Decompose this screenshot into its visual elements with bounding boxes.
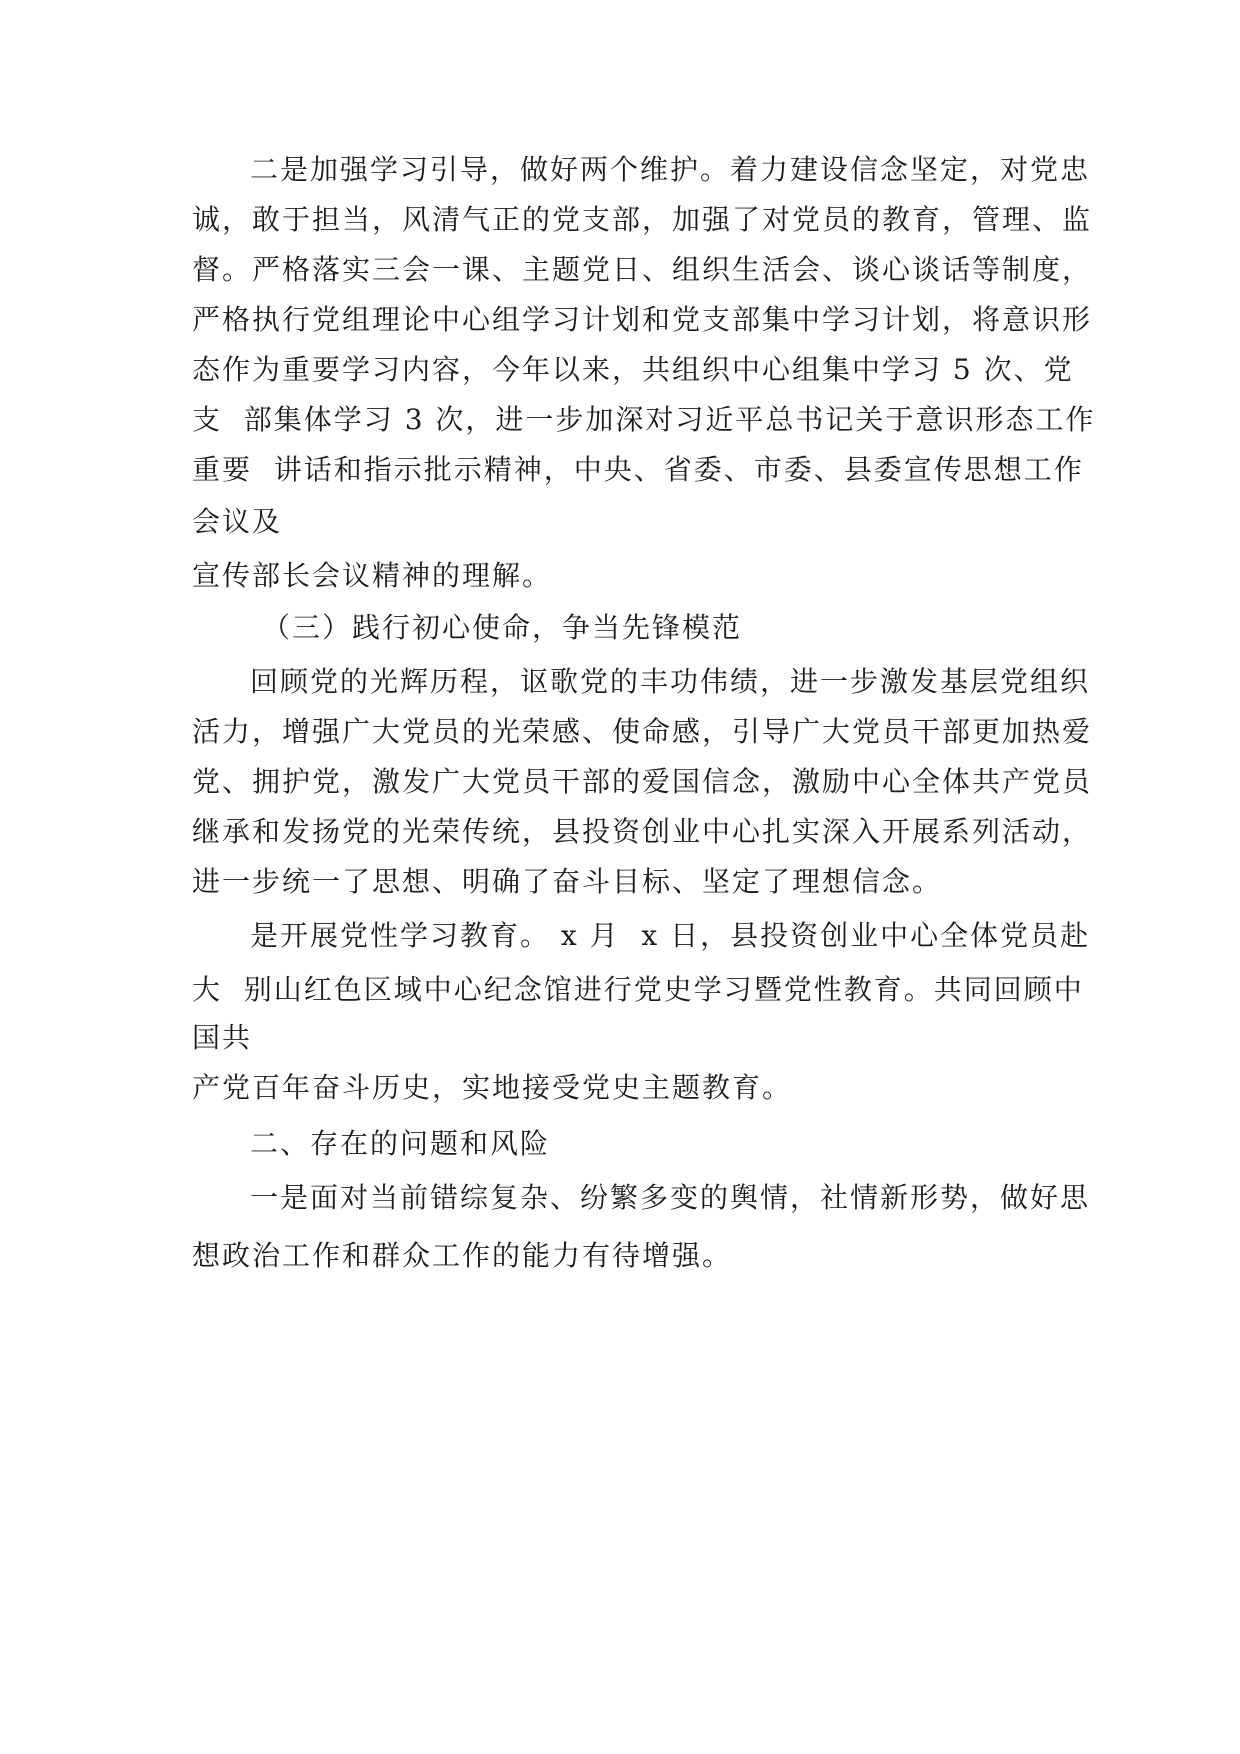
paragraph-line: 重要 讲话和指示批示精神，中央、省委、市委、县委宣传思想工作 [192, 453, 1084, 486]
paragraph-line: 进一步统一了思想、明确了奋斗目标、坚定了理想信念。 [192, 865, 943, 898]
paragraph-line: 会议及 [192, 505, 283, 538]
paragraph-line: 回顾党的光辉历程，讴歌党的丰功伟绩，进一步激发基层党组织 [250, 665, 1091, 698]
paragraph-line: 活力，增强广大党员的光荣感、使命感，引导广大党员干部更加热爱 [192, 715, 1093, 748]
paragraph-line: 党、拥护党，激发广大党员干部的爱国信念，激励中心全体共产党员 [192, 765, 1093, 798]
paragraph-line: 是开展党性学习教育。 x 月 x 日，县投资创业中心全体党员赴 [250, 919, 1091, 952]
paragraph-line: 继承和发扬党的光荣传统，县投资创业中心扎实深入开展系列活动， [192, 815, 1093, 848]
paragraph-line: 严格执行党组理论中心组学习计划和党支部集中学习计划，将意识形 [192, 303, 1093, 336]
paragraph-line: 一是面对当前错综复杂、纷繁多变的舆情，社情新形势，做好思 [250, 1181, 1091, 1214]
paragraph-line: 支 部集体学习 3 次，进一步加深对习近平总书记关于意识形态工作 [192, 403, 1096, 436]
paragraph-line: 态作为重要学习内容，今年以来，共组织中心组集中学习 5 次、党 [192, 353, 1074, 386]
section-heading: 二、存在的问题和风险 [250, 1127, 551, 1160]
paragraph-line: 二是加强学习引导，做好两个维护。着力建设信念坚定，对党忠 [250, 153, 1091, 186]
paragraph-line: 大 别山红色区域中心纪念馆进行党史学习暨党性教育。共同回顾中 [192, 973, 1084, 1006]
paragraph-line: 产党百年奋斗历史，实地接受党史主题教育。 [192, 1071, 793, 1104]
paragraph-line: 宣传部长会议精神的理解。 [192, 559, 553, 592]
paragraph-line: 督。严格落实三会一课、主题党日、组织生活会、谈心谈话等制度， [192, 253, 1093, 286]
paragraph-line: 国共 [192, 1021, 253, 1054]
paragraph-line: 诚，敢于担当，风清气正的党支部，加强了对党员的教育，管理、监 [192, 203, 1093, 236]
paragraph-line: 想政治工作和群众工作的能力有待增强。 [192, 1239, 733, 1272]
section-heading: （三）践行初心使命，争当先锋模范 [262, 611, 743, 644]
